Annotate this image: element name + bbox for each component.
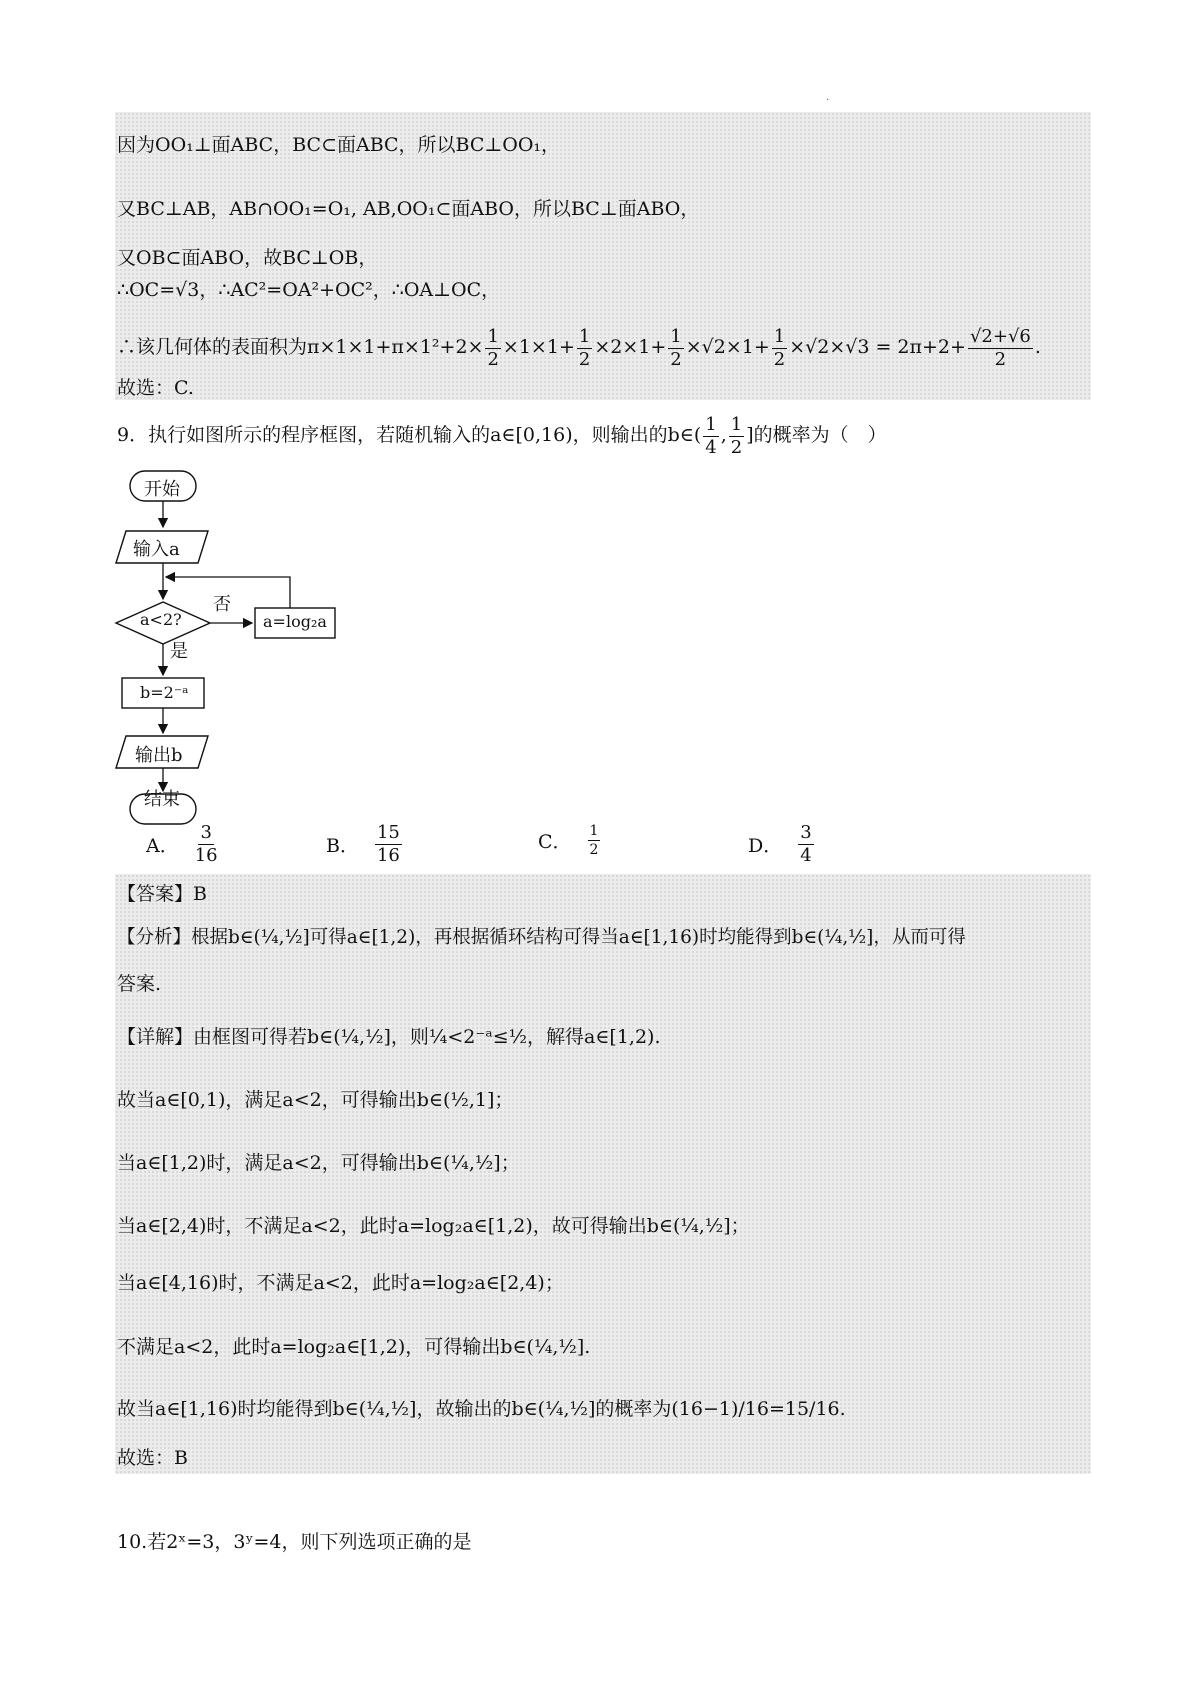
sol8-choice: 故选：C. [117,377,194,399]
fc-log-label: a=log₂a [263,612,327,631]
q9-detail-7: 故当a∈[1,16)时均能得到b∈(¼,½]，故输出的b∈(¼,½]的概率为(16−1)/16=15/16. [117,1398,846,1420]
fc-start-label: 开始 [144,479,180,500]
sol8-line5-e: ×√2×√3 = 2π+2+ [789,336,966,358]
half-fraction: $\frac{1}{2}$ [670,325,682,370]
fc-end-label: 结束 [144,789,180,810]
fc-condition-label: a<2? [140,610,182,629]
fc-input-label: 输入a [133,539,180,560]
q9-interval-lower: $\frac{1}{4}$ [705,413,717,458]
flowchart [110,465,470,825]
sol8-line-3: 又OB⊂面ABO，故BC⊥OB， [117,247,378,269]
q9-choice: 故选：B [117,1447,188,1469]
option-c[interactable] [538,822,602,859]
option-d[interactable] [748,822,816,867]
q9-stem-b: ]的概率为（ ） [746,424,887,446]
q9-stem-a: 9．执行如图所示的程序框图，若随机输入的a∈[0,16)，则输出的b∈( [117,424,702,446]
surface-area-fraction: $\frac{√2+√6}{2}$ [969,325,1031,370]
sol8-line5-c: ×2×1+ [594,336,667,358]
option-c-label: C． [538,831,572,853]
q9-stem: 9．执行如图所示的程序框图，若随机输入的a∈[0,16)，则输出的b∈( $\frac{1}{4}$ , $\frac{1}{2}$ ]的概率为（ ） [117,413,887,458]
sol8-line-1: 因为OO₁⊥面ABC，BC⊂面ABC，所以BC⊥OO₁， [117,134,561,156]
q9-analysis-2: 答案. [117,973,162,995]
q10-stem: 10.若2ˣ=3，3ʸ=4，则下列选项正确的是 [117,1531,472,1553]
fc-b-label: b=2⁻ᵃ [140,683,189,702]
q9-answer: 【答案】B [117,883,207,905]
q9-detail-2: 故当a∈[0,1)，满足a<2，可得输出b∈(½,1]； [117,1089,514,1111]
sol8-line5-a: ∴该几何体的表面积为π×1×1+π×1²+2× [117,336,484,358]
half-fraction: $\frac{1}{2}$ [578,325,591,370]
option-b[interactable] [326,822,404,867]
option-c-value: $\frac{1}{2}$ [589,823,599,858]
fc-output-label: 输出b [135,745,183,766]
option-d-value: $\frac{3}{4}$ [800,822,812,866]
sol8-line-4: ∴OC=√3，∴AC²=OA²+OC²，∴OA⊥OC， [117,279,501,301]
q9-detail-5: 当a∈[4,16)时，不满足a<2，此时a=log₂a∈[2,4)； [117,1272,564,1294]
q9-interval-upper: $\frac{1}{2}$ [730,413,743,458]
q9-analysis-1: 【分析】根据b∈(¼,½]可得a∈[1,2)，再根据循环结构可得当a∈[1,16)时均能得到b∈(¼,½]，从而可得 [117,927,966,948]
fc-yes-label: 是 [170,641,188,662]
sol8-line5-d: ×√2×1+ [685,336,770,358]
option-a-label: A． [146,835,179,857]
q9-detail-4: 当a∈[2,4)时，不满足a<2，此时a=log₂a∈[1,2)，故可得输出b∈(¼,½]； [117,1215,750,1237]
option-b-value: $\frac{15}{16}$ [376,822,400,866]
option-a-value: $\frac{3}{16}$ [194,822,218,866]
sol8-line-2: 又BC⊥AB，AB∩OO₁=O₁, AB,OO₁⊂面ABO，所以BC⊥面ABO， [117,198,700,220]
option-a[interactable] [146,822,220,867]
option-d-label: D． [748,835,783,857]
sol8-line5-f: . [1034,336,1041,358]
fc-no-label: 否 [213,594,231,615]
half-fraction: $\frac{1}{2}$ [487,325,499,370]
sol8-line-5 [117,322,1041,372]
q9-detail-3: 当a∈[1,2)时，满足a<2，可得输出b∈(¼,½]； [117,1152,520,1174]
option-b-label: B． [326,835,359,857]
q9-detail-6: 不满足a<2，此时a=log₂a∈[1,2)，可得输出b∈(¼,½]. [117,1336,591,1358]
half-fraction: $\frac{1}{2}$ [773,325,786,370]
page-dot: · [826,95,830,106]
sol8-line5-b: ×1×1+ [502,336,575,358]
q9-detail-1: 【详解】由框图可得若b∈(¼,½]，则¼<2⁻ᵃ≤½，解得a∈[1,2). [117,1026,661,1048]
